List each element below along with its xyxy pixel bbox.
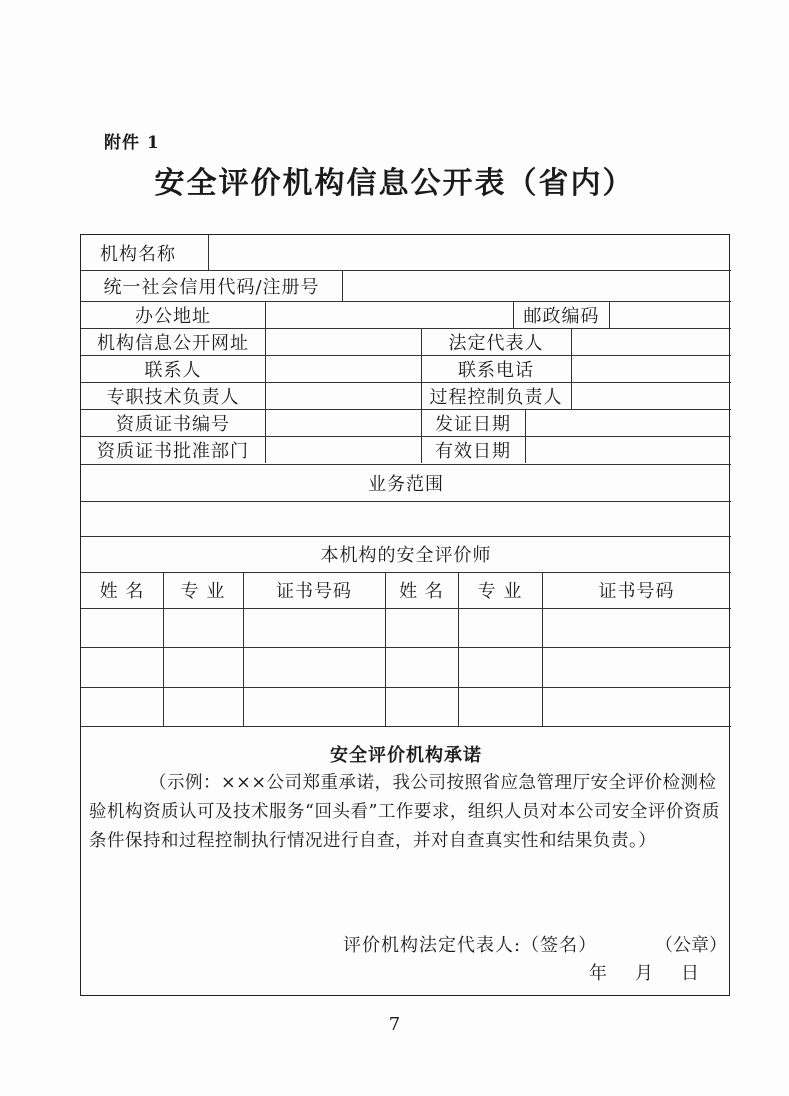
row-divider bbox=[81, 647, 731, 648]
page-title: 安全评价机构信息公开表（省内） bbox=[154, 166, 635, 201]
row-divider bbox=[81, 726, 731, 727]
col-header-cert: 证书号码 bbox=[276, 581, 352, 602]
legal-rep-label: 法定代表人 bbox=[448, 332, 544, 354]
business-scope-label: 业务范围 bbox=[368, 473, 444, 495]
postal-code-label: 邮政编码 bbox=[513, 301, 609, 328]
row-divider bbox=[81, 608, 731, 609]
seal-label: （公章） bbox=[655, 935, 727, 956]
info-form-table bbox=[80, 234, 730, 996]
cell-divider bbox=[571, 328, 572, 409]
phone-label: 联系电话 bbox=[458, 359, 534, 381]
date-line bbox=[589, 959, 727, 985]
process-lead-label: 过程控制负责人 bbox=[429, 386, 563, 408]
valid-date-label: 有效日期 bbox=[435, 441, 511, 462]
cell-divider bbox=[265, 301, 266, 463]
approval-dept-label: 资质证书批准部门 bbox=[97, 441, 249, 462]
cert-no-label: 资质证书编号 bbox=[116, 413, 230, 435]
cell-divider bbox=[208, 235, 209, 270]
col-header-major: 专 业 bbox=[180, 581, 226, 602]
cell-divider bbox=[609, 301, 610, 328]
page-number: 7 bbox=[388, 1014, 401, 1035]
credit-code-label: 统一社会信用代码/注册号 bbox=[103, 276, 320, 298]
org-name-label: 机构名称 bbox=[100, 243, 176, 265]
attachment-label: 附件 1 bbox=[104, 133, 160, 153]
office-address-label: 办公地址 bbox=[135, 305, 211, 327]
row-divider bbox=[81, 501, 731, 502]
col-header-cert: 证书号码 bbox=[598, 581, 675, 602]
tech-lead-label: 专职技术负责人 bbox=[106, 386, 240, 408]
date-month: 月 bbox=[635, 963, 653, 984]
website-label: 机构信息公开网址 bbox=[97, 332, 249, 354]
contact-label: 联系人 bbox=[144, 359, 202, 381]
signature-label: 评价机构法定代表人:（签名） bbox=[343, 935, 598, 956]
cell-divider bbox=[342, 270, 343, 301]
col-header-name: 姓 名 bbox=[99, 581, 145, 602]
cell-divider bbox=[525, 409, 526, 463]
issue-date-label: 发证日期 bbox=[435, 413, 511, 435]
commitment-title: 安全评价机构承诺 bbox=[330, 745, 482, 766]
col-header-major: 专 业 bbox=[477, 581, 523, 602]
commitment-body: （示例：×××公司郑重承诺，我公司按照省应急管理厅安全评价检测检验机构资质认可及技术服务“回头看”工作要求，组织人员对本公司安全评价资质条件保持和过程控制执行情况进行自查，并对自查真实性和结果负责。） bbox=[89, 773, 720, 851]
date-year: 年 bbox=[589, 963, 607, 984]
row-divider bbox=[81, 687, 731, 688]
assessors-title: 本机构的安全评价师 bbox=[320, 545, 492, 566]
date-day: 日 bbox=[681, 963, 699, 984]
col-header-name: 姓 名 bbox=[399, 581, 444, 602]
